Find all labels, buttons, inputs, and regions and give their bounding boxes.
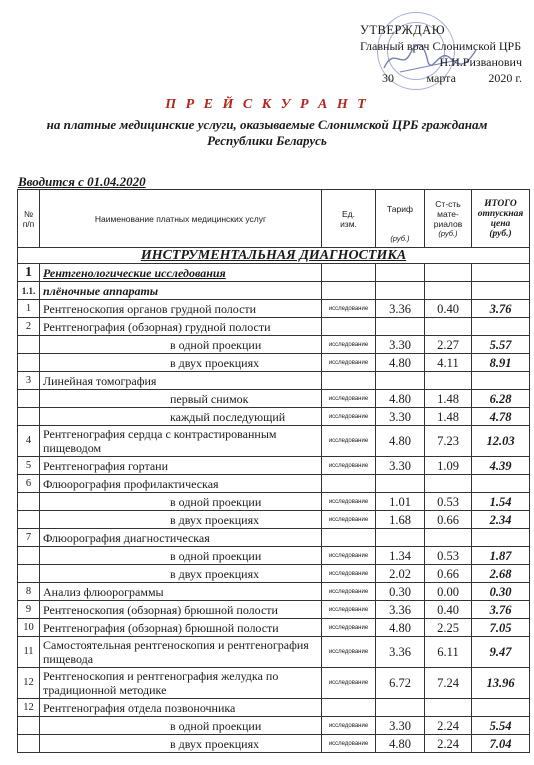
row-number: 8 <box>18 583 40 601</box>
total-price: 8.91 <box>472 354 530 372</box>
service-name: в одной проекции <box>40 717 322 735</box>
table-row <box>18 300 530 318</box>
table-row <box>18 511 530 529</box>
approval-position: Главный врач Слонимской ЦРБ <box>360 39 522 53</box>
materials-value <box>425 699 472 717</box>
header-materials: Ст-сть мате- риалов (руб.) <box>425 190 472 248</box>
unit-of-measure: исследование <box>322 354 376 372</box>
header-tariff: Тариф (руб.) <box>376 190 425 248</box>
unit-of-measure: исследование <box>322 668 376 699</box>
total-price <box>472 318 530 336</box>
total-price: 6.28 <box>472 390 530 408</box>
price-table <box>17 189 530 753</box>
materials-value: 1.48 <box>425 390 472 408</box>
total-price: 1.54 <box>472 493 530 511</box>
table-row <box>18 390 530 408</box>
materials-value: 0.40 <box>425 601 472 619</box>
unit-of-measure: исследование <box>322 637 376 668</box>
row-number: 9 <box>18 601 40 619</box>
tariff-value <box>376 699 425 717</box>
materials-value: 7.23 <box>425 426 472 457</box>
tariff-value: 0.30 <box>376 583 425 601</box>
header-total: ИТОГО отпускная цена (руб.) <box>472 190 530 248</box>
materials-value: 2.27 <box>425 336 472 354</box>
table-row <box>18 619 530 637</box>
service-name: Линейная томография <box>40 372 322 390</box>
service-name: Рентгеноскопия и рентгенография желудка по традиционной методике <box>40 668 322 699</box>
row-number <box>18 336 40 354</box>
row-number: 12 <box>18 668 40 699</box>
group-row <box>18 264 530 282</box>
total-price: 5.57 <box>472 336 530 354</box>
materials-value <box>425 529 472 547</box>
table-row <box>18 318 530 336</box>
subgroup-number: 1.1. <box>18 282 40 300</box>
row-number: 2 <box>18 318 40 336</box>
table-row <box>18 668 530 699</box>
total-price: 1.87 <box>472 547 530 565</box>
group-name: Рентгенологические исследования <box>40 264 322 282</box>
document-subtitle-line2: Республики Беларусь <box>207 133 327 148</box>
total-price <box>472 475 530 493</box>
tariff-value: 4.80 <box>376 619 425 637</box>
subgroup-row <box>18 282 530 300</box>
materials-value <box>425 475 472 493</box>
unit-of-measure <box>322 699 376 717</box>
row-number <box>18 511 40 529</box>
table-row <box>18 408 530 426</box>
table-row <box>18 601 530 619</box>
materials-value: 0.00 <box>425 583 472 601</box>
table-row <box>18 475 530 493</box>
total-price: 9.47 <box>472 637 530 668</box>
tariff-value: 4.80 <box>376 426 425 457</box>
row-number: 5 <box>18 457 40 475</box>
materials-value: 0.66 <box>425 565 472 583</box>
document-subtitle-line1: на платные медицинские услуги, оказываемые Слонимской ЦРБ гражданам <box>46 117 488 132</box>
unit-of-measure: исследование <box>322 457 376 475</box>
header-unit: Ед. изм. <box>322 190 376 248</box>
table-row <box>18 529 530 547</box>
service-name: Флюорография профилактическая <box>40 475 322 493</box>
materials-value: 4.11 <box>425 354 472 372</box>
table-row <box>18 583 530 601</box>
row-number: 12 <box>18 699 40 717</box>
tariff-value: 3.30 <box>376 336 425 354</box>
table-row <box>18 372 530 390</box>
unit-of-measure: исследование <box>322 408 376 426</box>
row-number: 10 <box>18 619 40 637</box>
approval-block <box>360 22 530 86</box>
tariff-value: 1.34 <box>376 547 425 565</box>
unit-of-measure: исследование <box>322 717 376 735</box>
document-title: П Р Е Й С К У Р А Н Т <box>165 97 369 112</box>
unit-of-measure: исследование <box>322 619 376 637</box>
service-name: в одной проекции <box>40 336 322 354</box>
service-name: Рентгенография гортани <box>40 457 322 475</box>
service-name: в одной проекции <box>40 493 322 511</box>
tariff-value: 4.80 <box>376 390 425 408</box>
row-number <box>18 735 40 753</box>
total-price: 3.76 <box>472 300 530 318</box>
service-name: Рентгенография сердца с контрастированным пищеводом <box>40 426 322 457</box>
service-name: Рентгеноскопия (обзорная) брюшной полости <box>40 601 322 619</box>
document-heading <box>0 96 534 149</box>
materials-value: 0.53 <box>425 547 472 565</box>
total-price: 4.39 <box>472 457 530 475</box>
service-name: в двух проекциях <box>40 735 322 753</box>
tariff-value: 2.02 <box>376 565 425 583</box>
tariff-value: 3.30 <box>376 457 425 475</box>
total-price: 4.78 <box>472 408 530 426</box>
unit-of-measure: исследование <box>322 390 376 408</box>
total-price: 2.34 <box>472 511 530 529</box>
service-name: в двух проекциях <box>40 511 322 529</box>
tariff-value: 4.80 <box>376 735 425 753</box>
tariff-value <box>376 475 425 493</box>
service-name: Рентгенография (обзорная) грудной полости <box>40 318 322 336</box>
header-no: № п/п <box>18 190 40 248</box>
service-name: в двух проекциях <box>40 354 322 372</box>
tariff-value <box>376 529 425 547</box>
total-price <box>472 529 530 547</box>
service-name: Рентгенография (обзорная) брюшной полости <box>40 619 322 637</box>
table-row <box>18 565 530 583</box>
service-name: Рентгеноскопия органов грудной полости <box>40 300 322 318</box>
row-number <box>18 408 40 426</box>
service-name: Флюорография диагностическая <box>40 529 322 547</box>
materials-value: 2.24 <box>425 735 472 753</box>
total-price: 7.04 <box>472 735 530 753</box>
materials-value <box>425 318 472 336</box>
table-row <box>18 457 530 475</box>
table-row <box>18 717 530 735</box>
unit-of-measure <box>322 318 376 336</box>
materials-value: 0.53 <box>425 493 472 511</box>
tariff-value: 3.30 <box>376 717 425 735</box>
tariff-value: 3.30 <box>376 408 425 426</box>
table-row <box>18 426 530 457</box>
row-number <box>18 390 40 408</box>
table-row <box>18 336 530 354</box>
table-row <box>18 547 530 565</box>
service-name: первый снимок <box>40 390 322 408</box>
materials-value: 0.40 <box>425 300 472 318</box>
row-number <box>18 354 40 372</box>
unit-of-measure: исследование <box>322 426 376 457</box>
unit-of-measure <box>322 475 376 493</box>
total-price <box>472 699 530 717</box>
unit-of-measure: исследование <box>322 511 376 529</box>
table-row <box>18 735 530 753</box>
group-number: 1 <box>18 264 40 282</box>
unit-of-measure: исследование <box>322 565 376 583</box>
unit-of-measure: исследование <box>322 336 376 354</box>
service-name: Анализ флюорограммы <box>40 583 322 601</box>
row-number: 7 <box>18 529 40 547</box>
row-number <box>18 547 40 565</box>
service-name: в двух проекциях <box>40 565 322 583</box>
header-name: Наименование платных медицинских услуг <box>40 190 322 248</box>
total-price: 3.76 <box>472 601 530 619</box>
unit-of-measure: исследование <box>322 583 376 601</box>
total-price: 5.54 <box>472 717 530 735</box>
table-row <box>18 637 530 668</box>
table-row <box>18 493 530 511</box>
approval-day: 30 <box>382 71 394 85</box>
row-number: 11 <box>18 637 40 668</box>
tariff-value: 6.72 <box>376 668 425 699</box>
unit-of-measure: исследование <box>322 547 376 565</box>
tariff-value: 1.01 <box>376 493 425 511</box>
row-number: 1 <box>18 300 40 318</box>
unit-of-measure <box>322 529 376 547</box>
tariff-value <box>376 318 425 336</box>
unit-of-measure: исследование <box>322 601 376 619</box>
tariff-value: 1.68 <box>376 511 425 529</box>
service-name: каждый последующий <box>40 408 322 426</box>
materials-value: 0.66 <box>425 511 472 529</box>
row-number: 4 <box>18 426 40 457</box>
approval-title: УТВЕРЖДАЮ <box>360 23 446 37</box>
row-number <box>18 565 40 583</box>
table-header-row <box>18 190 530 248</box>
materials-value: 2.25 <box>425 619 472 637</box>
materials-value: 7.24 <box>425 668 472 699</box>
tariff-value: 4.80 <box>376 354 425 372</box>
section-title: ИНСТРУМЕНТАЛЬНАЯ ДИАГНОСТИКА <box>18 248 530 264</box>
total-price: 13.96 <box>472 668 530 699</box>
approval-name: Н.И.Ризванович <box>439 55 522 69</box>
tariff-value <box>376 372 425 390</box>
total-price: 7.05 <box>472 619 530 637</box>
service-name: в одной проекции <box>40 547 322 565</box>
tariff-value: 3.36 <box>376 601 425 619</box>
subgroup-name: плёночные аппараты <box>40 282 322 300</box>
approval-month: марта <box>426 71 456 85</box>
table-row <box>18 354 530 372</box>
unit-of-measure: исследование <box>322 493 376 511</box>
unit-of-measure <box>322 372 376 390</box>
materials-value <box>425 372 472 390</box>
materials-value: 2.24 <box>425 717 472 735</box>
approval-date <box>360 70 530 86</box>
total-price: 12.03 <box>472 426 530 457</box>
tariff-value: 3.36 <box>376 300 425 318</box>
approval-year: 2020 г. <box>488 71 522 85</box>
materials-value: 6.11 <box>425 637 472 668</box>
section-row <box>18 248 530 264</box>
row-number <box>18 717 40 735</box>
service-name: Рентгенография отдела позвоночника <box>40 699 322 717</box>
materials-value: 1.09 <box>425 457 472 475</box>
row-number: 6 <box>18 475 40 493</box>
table-row <box>18 699 530 717</box>
service-name: Самостоятельная рентгеноскопия и рентгенография пищевода <box>40 637 322 668</box>
total-price <box>472 372 530 390</box>
effective-date: Вводится с 01.04.2020 <box>18 174 146 189</box>
unit-of-measure: исследование <box>322 300 376 318</box>
row-number <box>18 493 40 511</box>
row-number: 3 <box>18 372 40 390</box>
materials-value: 1.48 <box>425 408 472 426</box>
unit-of-measure: исследование <box>322 735 376 753</box>
total-price: 2.68 <box>472 565 530 583</box>
tariff-value: 3.36 <box>376 637 425 668</box>
total-price: 0.30 <box>472 583 530 601</box>
